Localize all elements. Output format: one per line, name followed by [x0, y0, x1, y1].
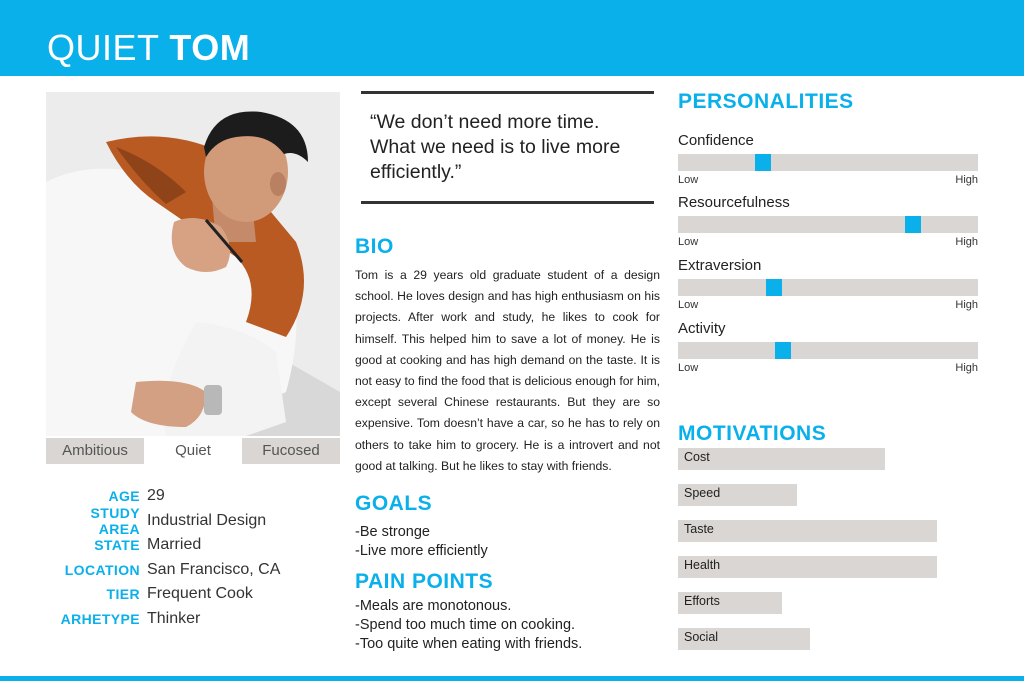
trait-tag: Ambitious	[46, 438, 144, 464]
pain-point-item: -Spend too much time on cooking.	[355, 617, 576, 633]
info-value: San Francisco, CA	[147, 560, 281, 578]
info-key: STATE	[94, 537, 140, 554]
scale-low-label: Low	[678, 299, 699, 311]
personality-extraversion	[678, 257, 978, 312]
info-row-location	[46, 558, 340, 583]
motivation-bar-speed: Speed	[678, 484, 797, 506]
info-value: Thinker	[147, 609, 201, 627]
info-key: TIER	[106, 586, 140, 603]
personality-label: Resourcefulness	[678, 194, 790, 211]
scale-high-label: High	[955, 236, 978, 248]
personality-marker	[766, 279, 782, 296]
personality-label: Extraversion	[678, 257, 762, 274]
persona-traits	[46, 438, 340, 464]
scale-high-label: High	[955, 362, 978, 374]
scale-low-label: Low	[678, 236, 699, 248]
bio-text: Tom is a 29 years old graduate student of a design school. He loves design and has high enthusiasm on his projects. After work and study, he likes to cook for himself. This helped him to save a lot of money. He is good at cooking and has high demand on the taste. It is not easy to find the food that is delicious enough for him, except several Chinese restaurants. But they are so expensive. Tom doesn’t have a car, so he has to rely on others to take him to grocery. He is a introvert and not good at talking. But he likes to stay with friends.	[355, 268, 660, 473]
info-value: Frequent Cook	[147, 585, 253, 603]
personality-marker	[905, 216, 921, 233]
info-key: LOCATION	[64, 561, 140, 578]
info-value: 29	[147, 487, 165, 505]
personality-marker	[775, 342, 791, 359]
info-key: STUDY AREA	[90, 504, 140, 537]
trait-tag: Quiet	[175, 442, 211, 459]
info-key: AGE	[108, 488, 140, 505]
info-row-study-area	[46, 504, 340, 537]
persona-quote: “We don’t need more time. What we need is to live more efficiently.”	[370, 111, 621, 183]
persona-photo	[46, 92, 340, 436]
personality-resourcefulness	[678, 194, 978, 249]
persona-info	[46, 484, 340, 631]
goals-list	[355, 523, 655, 561]
persona-title: QUIET TOM	[47, 27, 251, 68]
quote-rule-bottom	[361, 201, 654, 204]
goals-heading: GOALS	[355, 492, 433, 515]
personality-confidence	[678, 132, 978, 187]
bio-heading: BIO	[355, 235, 394, 258]
pain-point-item: -Too quite when eating with friends.	[355, 636, 583, 652]
pain-points-list	[355, 597, 655, 654]
info-value: Married	[147, 536, 202, 554]
personality-activity	[678, 320, 978, 375]
personality-track	[678, 154, 978, 171]
info-row-state	[46, 533, 340, 558]
motivation-bar-taste: Taste	[678, 520, 937, 542]
pain-points-heading: PAIN POINTS	[355, 570, 494, 593]
trait-tag: Fucosed	[242, 438, 340, 464]
scale-low-label: Low	[678, 362, 699, 374]
goal-item: -Live more efficiently	[355, 543, 488, 559]
motivation-bar-efforts: Efforts	[678, 592, 782, 614]
personality-label: Activity	[678, 320, 726, 337]
personality-track	[678, 279, 978, 296]
pain-point-item: -Meals are monotonous.	[355, 598, 512, 614]
scale-low-label: Low	[678, 174, 699, 186]
header-bar	[0, 0, 1024, 76]
goal-item: -Be stronge	[355, 524, 430, 540]
quote-rule-top	[361, 91, 654, 94]
scale-high-label: High	[955, 174, 978, 186]
footer-rule	[0, 676, 1024, 681]
info-key: ARHETYPE	[60, 610, 140, 627]
scale-high-label: High	[955, 299, 978, 311]
personalities-heading: PERSONALITIES	[678, 90, 854, 113]
personality-track	[678, 342, 978, 359]
info-row-archetype	[46, 607, 340, 632]
info-value: Industrial Design	[147, 511, 267, 529]
info-row-tier	[46, 582, 340, 607]
personality-track	[678, 216, 978, 233]
motivation-bar-health: Health	[678, 556, 937, 578]
motivation-bar-cost: Cost	[678, 448, 885, 470]
personality-marker	[755, 154, 771, 171]
motivations-heading: MOTIVATIONS	[678, 422, 827, 445]
motivation-bar-social: Social	[678, 628, 810, 650]
personality-label: Confidence	[678, 132, 754, 149]
